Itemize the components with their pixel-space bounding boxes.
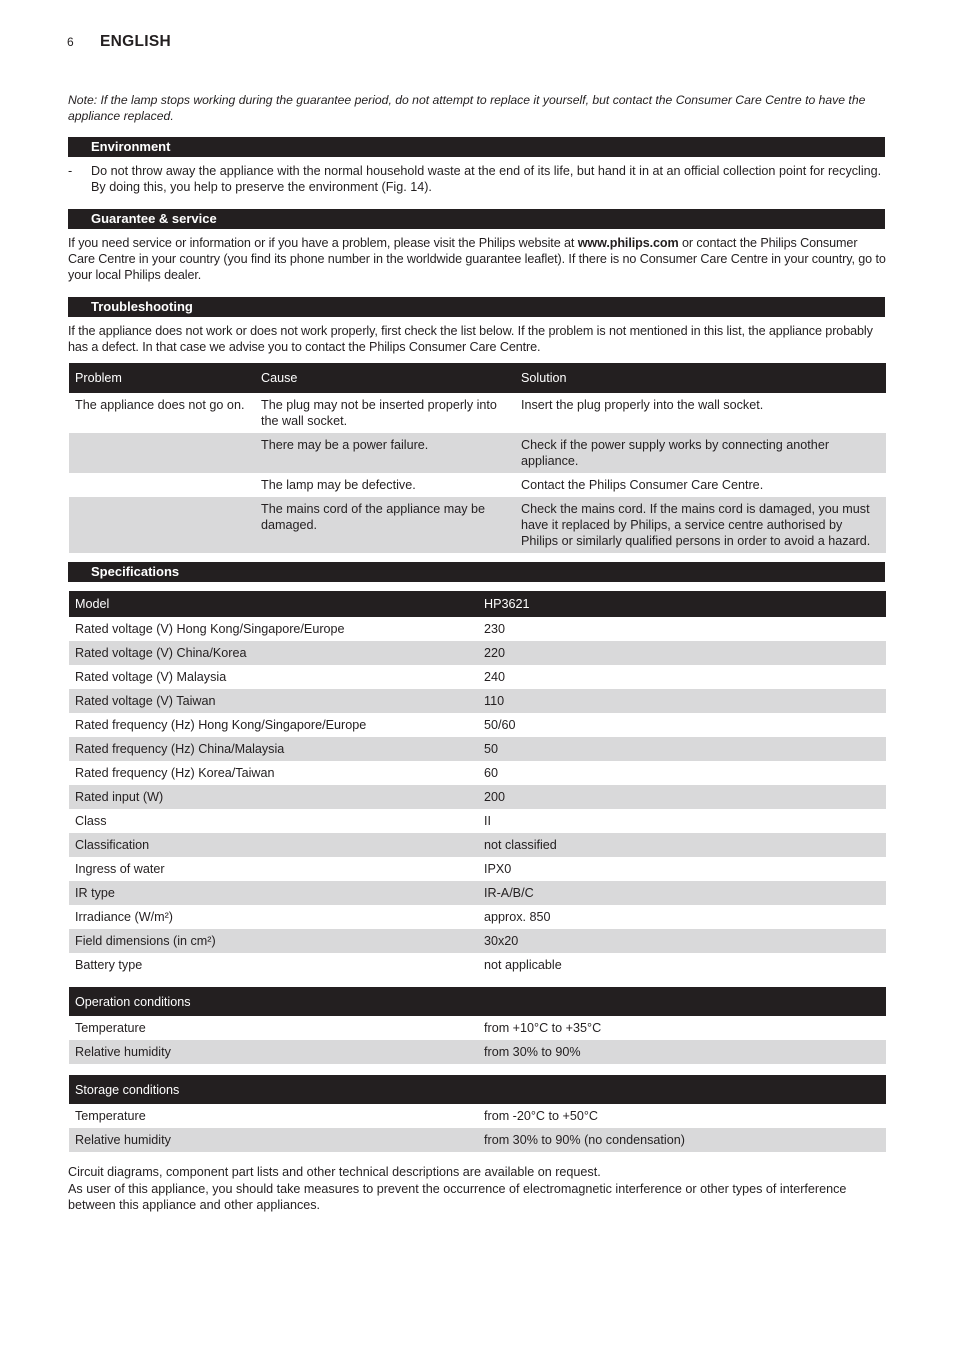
label-cell: Relative humidity [69, 1128, 478, 1152]
section-heading-guarantee: Guarantee & service [68, 209, 885, 229]
value-cell: 230 [484, 622, 506, 636]
storage-conditions-header: Storage conditions [69, 1075, 886, 1104]
table-row [69, 689, 886, 713]
section-heading-environment: Environment [68, 137, 885, 157]
label-cell: Relative humidity [69, 1040, 478, 1064]
label-cell: Rated voltage (V) Malaysia [75, 670, 227, 684]
table-header-row [69, 363, 886, 393]
troubleshooting-intro: If the appliance does not work or does not work properly, first check the list below. If the problem is not mentioned in this list, the appliance probably has a defect. In that case we advise you to contact the Philips Consumer Care Centre. [68, 324, 873, 354]
page-number: 6 [67, 35, 74, 49]
operation-conditions-header: Operation conditions [69, 987, 886, 1016]
problem-cell [69, 433, 255, 473]
table-row [69, 433, 886, 473]
table-row [69, 393, 886, 433]
value-cell: from +10°C to +35°C [484, 1021, 602, 1035]
value-cell: from 30% to 90% [478, 1040, 886, 1064]
guarantee-text-start: If you need service or information or if you have a problem, please visit the Philips website at [68, 236, 578, 250]
table-row [69, 1104, 886, 1128]
solution-cell: Insert the plug properly into the wall socket. [521, 398, 764, 412]
table-row [69, 833, 886, 857]
storage-conditions-table [69, 1075, 886, 1152]
label-cell: Temperature [75, 1109, 146, 1123]
value-cell: not classified [478, 833, 886, 857]
operation-conditions-table [69, 987, 886, 1064]
value-cell: 110 [478, 689, 886, 713]
table-row [69, 809, 886, 833]
section-heading-troubleshooting: Troubleshooting [68, 297, 885, 317]
cause-cell: The lamp may be defective. [261, 478, 416, 492]
label-cell: Rated voltage (V) Hong Kong/Singapore/Europe [75, 622, 345, 636]
bullet-dash: - [68, 164, 73, 178]
table-row [69, 857, 886, 881]
table-row [69, 785, 886, 809]
label-cell: IR type [69, 881, 478, 905]
table-header-row [69, 591, 886, 617]
footer-text [68, 1164, 886, 1214]
table-row [69, 737, 886, 761]
value-cell: not applicable [484, 958, 562, 972]
label-cell: Classification [69, 833, 478, 857]
value-cell: 50/60 [484, 718, 516, 732]
label-cell: Irradiance (W/m²) [75, 910, 173, 924]
environment-text: Do not throw away the appliance with the normal household waste at the end of its life, but hand it in at an official collection point for recycling. By doing this, you help to preserve the environment (Fig. 14). [91, 164, 882, 194]
table-row [69, 1016, 886, 1040]
value-cell: from -20°C to +50°C [484, 1109, 599, 1123]
value-cell: IR-A/B/C [478, 881, 886, 905]
solution-cell: Check if the power supply works by connecting another appliance. [515, 433, 886, 473]
label-cell: Battery type [75, 958, 143, 972]
value-cell: 240 [484, 670, 506, 684]
label-cell: Rated frequency (Hz) Korea/Taiwan [75, 766, 275, 780]
label-cell: Rated input (W) [69, 785, 478, 809]
table-row [69, 497, 886, 553]
philips-website-link[interactable]: www.philips.com [577, 236, 679, 250]
value-cell: 200 [478, 785, 886, 809]
value-cell: from 30% to 90% (no condensation) [478, 1128, 886, 1152]
value-cell: 30x20 [478, 929, 886, 953]
table-header-row [69, 1075, 886, 1104]
label-cell: Rated voltage (V) China/Korea [69, 641, 478, 665]
label-cell: Field dimensions (in cm²) [69, 929, 478, 953]
table-row [69, 473, 886, 497]
footer-line-interference: As user of this appliance, you should take measures to prevent the occurrence of electromagnetic interference or other types of interference between this appliance and other appliances. [68, 1181, 847, 1212]
cause-cell: The plug may not be inserted properly into the wall socket. [261, 398, 497, 428]
value-cell: 50 [478, 737, 886, 761]
guarantee-note: Note: If the lamp stops working during the guarantee period, do not attempt to replace it yourself, but contact the Consumer Care Centre to have the appliance replaced. [68, 93, 866, 123]
table-row [69, 761, 886, 785]
value-cell: 220 [478, 641, 886, 665]
table-row [69, 1040, 886, 1064]
footer-line-circuit: Circuit diagrams, component part lists and other technical descriptions are available on request. [68, 1165, 601, 1179]
label-cell: Rated frequency (Hz) China/Malaysia [69, 737, 478, 761]
table-row [69, 713, 886, 737]
label-cell: Rated voltage (V) Taiwan [69, 689, 478, 713]
table-row [69, 641, 886, 665]
value-cell: II [484, 814, 491, 828]
solution-cell: Check the mains cord. If the mains cord is damaged, you must have it replaced by Philips, a service centre authorised by Philips or similarly qualified persons in order to avoid a hazard. [515, 497, 886, 553]
table-row [69, 665, 886, 689]
problem-cell [69, 497, 255, 553]
label-cell: Temperature [75, 1021, 146, 1035]
column-header-cause: Cause [255, 363, 515, 393]
value-cell: approx. 850 [484, 910, 551, 924]
label-cell: Ingress of water [75, 862, 165, 876]
value-cell: 60 [484, 766, 499, 780]
column-header-model: Model [69, 591, 478, 617]
problem-cell: The appliance does not go on. [75, 398, 245, 412]
table-row [69, 929, 886, 953]
guarantee-text-end: or contact the Philips Consumer Care Centre in your country (you find its phone number in the worldwide guarantee leaflet). If there is no Consumer Care Centre in your country, go to your local Philips dealer. [68, 236, 886, 282]
column-header-model-number: HP3621 [478, 591, 886, 617]
column-header-problem: Problem [69, 363, 255, 393]
problem-cell [69, 473, 255, 497]
cause-cell: The mains cord of the appliance may be damaged. [255, 497, 515, 553]
table-row [69, 1128, 886, 1152]
table-row [69, 881, 886, 905]
guarantee-text [68, 235, 886, 283]
cause-cell: There may be a power failure. [255, 433, 515, 473]
column-header-solution: Solution [515, 363, 886, 393]
specifications-table [69, 591, 886, 977]
troubleshooting-table [69, 363, 886, 553]
value-cell: IPX0 [484, 862, 512, 876]
label-cell: Class [75, 814, 107, 828]
table-row [69, 617, 886, 641]
language-heading: ENGLISH [100, 33, 171, 50]
label-cell: Rated frequency (Hz) Hong Kong/Singapore/Europe [75, 718, 367, 732]
table-row [69, 905, 886, 929]
table-header-row [69, 987, 886, 1016]
solution-cell: Contact the Philips Consumer Care Centre. [521, 478, 764, 492]
table-row [69, 953, 886, 977]
section-heading-specifications: Specifications [68, 562, 885, 582]
